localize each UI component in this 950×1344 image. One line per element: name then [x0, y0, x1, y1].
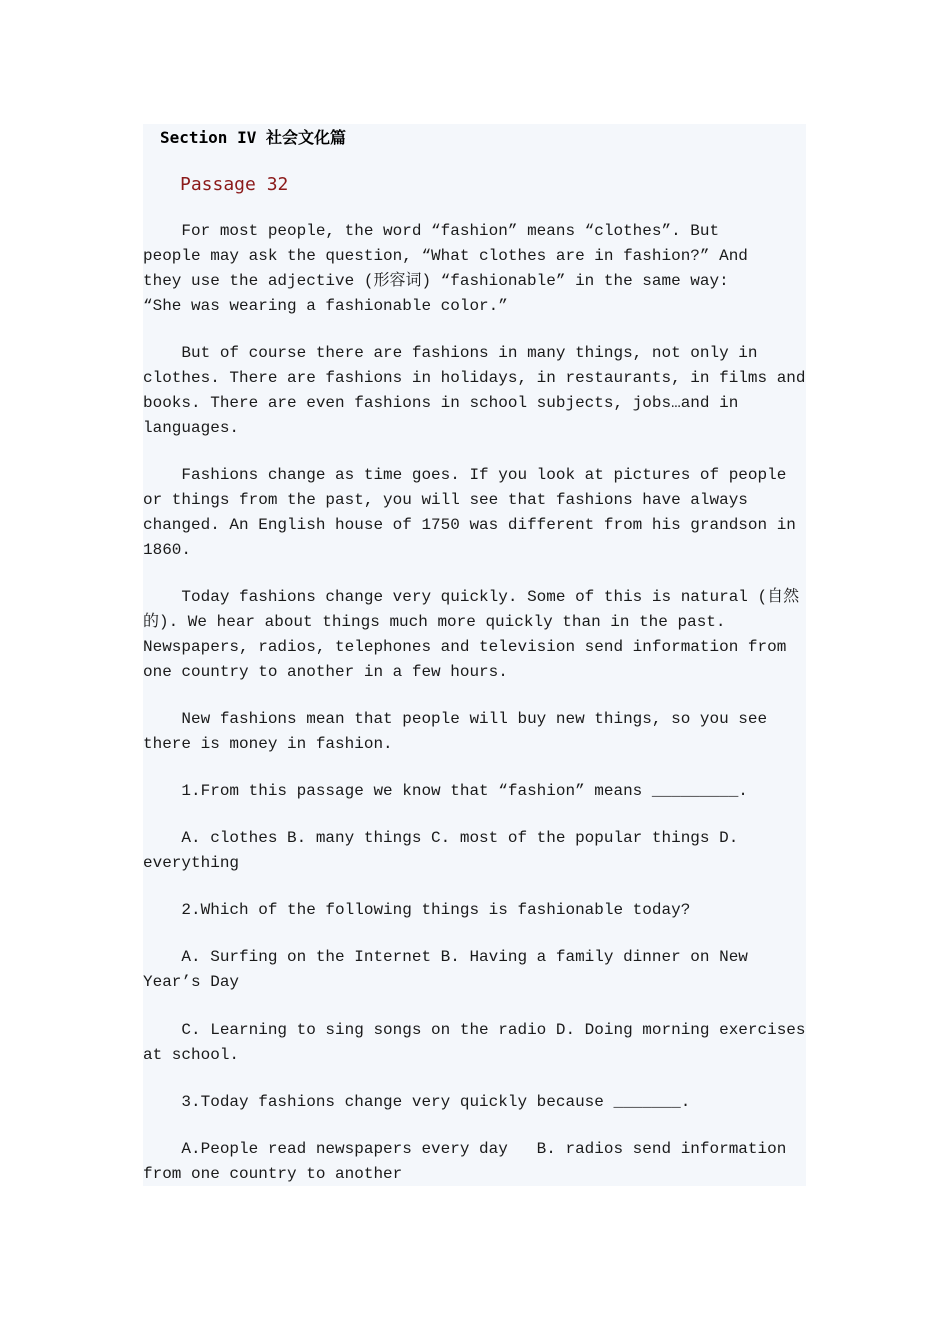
text-line: 2.Which of the following things is fashionable today?: [143, 901, 691, 919]
text-line: at school.: [143, 1046, 240, 1064]
text-line: clothes. There are fashions in holidays, in restaurants, in films and: [143, 369, 806, 387]
text-line: Year’s Day: [143, 973, 240, 991]
text-line: they use the adjective (形容词) “fashionable” in the same way:: [143, 272, 729, 290]
text-line: 3.Today fashions change very quickly because _______.: [143, 1093, 691, 1111]
paragraph-2: [143, 341, 806, 441]
paragraph-1: [143, 219, 806, 319]
text-line: one country to another in a few hours.: [143, 663, 508, 681]
paragraph-4: [143, 585, 806, 685]
text-line: C. Learning to sing songs on the radio D. Doing morning exercises: [143, 1021, 806, 1039]
paragraph-3: [143, 463, 806, 563]
question-1-options: [143, 826, 806, 876]
text-line: A. clothes B. many things C. most of the popular things D.: [143, 829, 739, 847]
text-line: 的). We hear about things much more quickly than in the past.: [143, 613, 726, 631]
text-line: Newspapers, radios, telephones and television send information from: [143, 638, 787, 656]
question-3: [143, 1090, 806, 1115]
text-line: changed. An English house of 1750 was different from his grandson in: [143, 516, 796, 534]
text-line: A.People read newspapers every day B. radios send information: [143, 1140, 787, 1158]
text-line: But of course there are fashions in many things, not only in: [143, 344, 758, 362]
question-3-options: [143, 1137, 806, 1187]
text-line: Fashions change as time goes. If you look at pictures of people: [143, 466, 787, 484]
paragraph-5: [143, 707, 806, 757]
text-line: from one country to another: [143, 1165, 403, 1183]
text-line: books. There are even fashions in school subjects, jobs…and in: [143, 394, 739, 412]
text-line: For most people, the word “fashion” means “clothes”. But: [143, 222, 720, 240]
text-line: people may ask the question, “What clothes are in fashion?” And: [143, 247, 748, 265]
question-2-options-ab: [143, 945, 806, 995]
text-line: Today fashions change very quickly. Some of this is natural (自然: [143, 588, 800, 606]
text-line: A. Surfing on the Internet B. Having a family dinner on New: [143, 948, 748, 966]
passage-title: Passage 32: [180, 174, 289, 195]
text-line: New fashions mean that people will buy new things, so you see: [143, 710, 768, 728]
text-line: “She was wearing a fashionable color.”: [143, 297, 508, 315]
text-line: or things from the past, you will see that fashions have always: [143, 491, 748, 509]
question-1: [143, 779, 806, 804]
text-line: 1860.: [143, 541, 192, 559]
text-line: languages.: [143, 419, 240, 437]
text-line: there is money in fashion.: [143, 735, 393, 753]
section-title: Section IV 社会文化篇: [160, 128, 346, 147]
text-line: everything: [143, 854, 240, 872]
text-line: 1.From this passage we know that “fashion” means _________.: [143, 782, 748, 800]
question-2-options-cd: [143, 1018, 806, 1068]
question-2: [143, 898, 806, 923]
